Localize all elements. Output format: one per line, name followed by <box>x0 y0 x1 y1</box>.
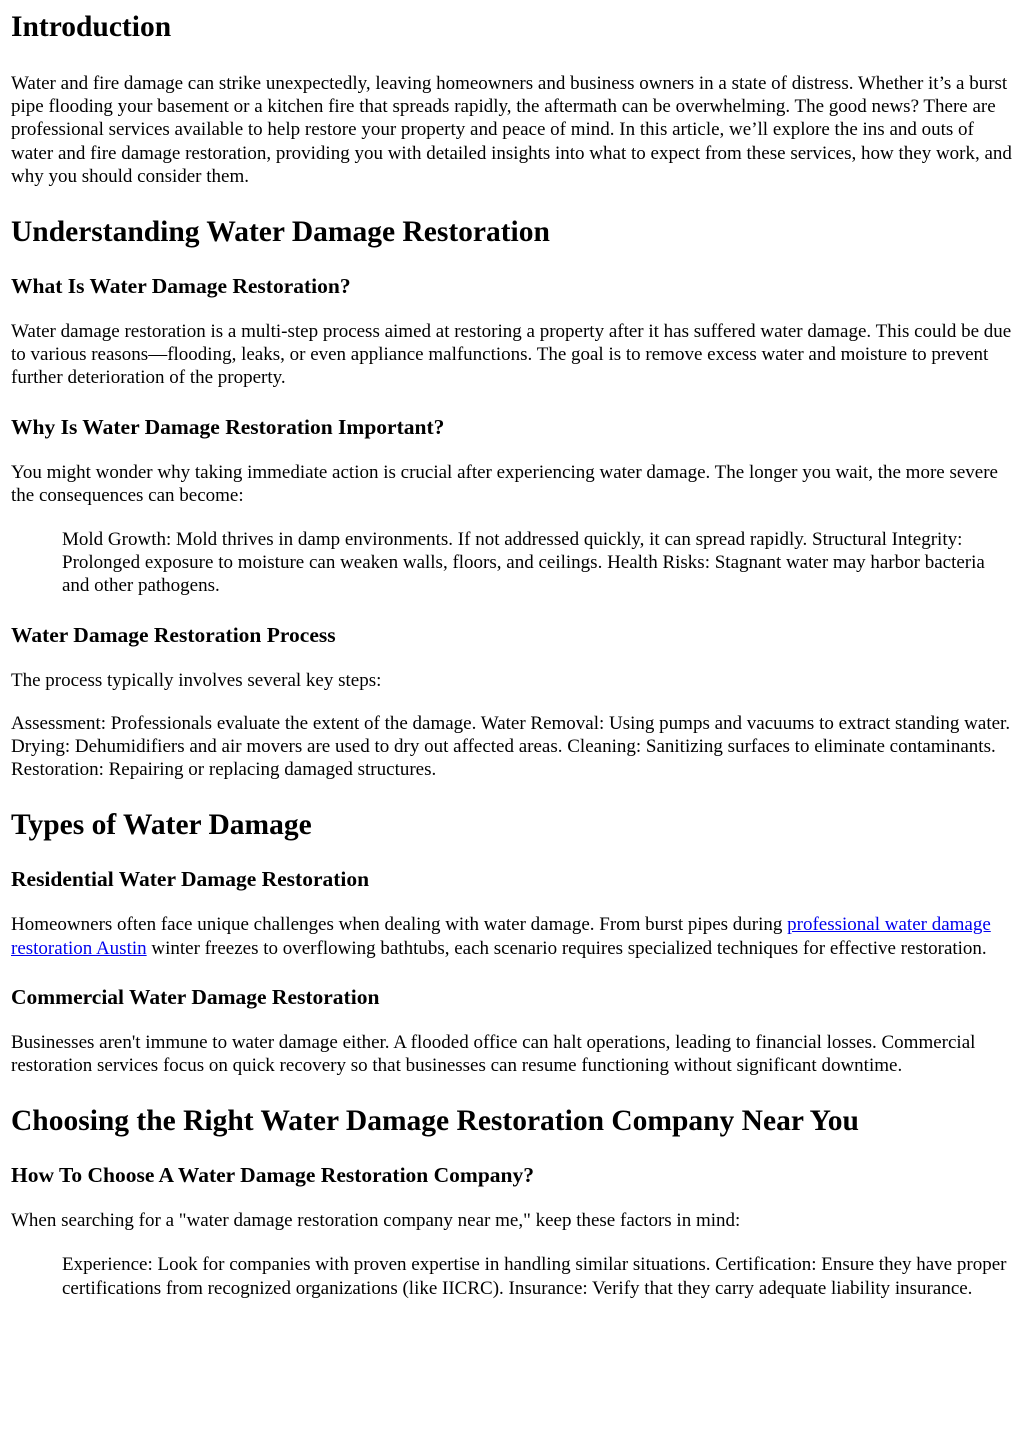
link-austin-restoration[interactable]: professional water damage restoration Austin <box>11 914 991 959</box>
paragraph-why-important: You might wonder why taking immediate action is crucial after experiencing water damage. The longer you wait, the more severe the consequences can become: <box>11 461 998 506</box>
paragraph-introduction: Water and fire damage can strike unexpectedly, leaving homeowners and business owners in a state of distress. Whether it’s a burst pipe flooding your basement or a kitchen fire that spreads rapidly, the aftermath can be overwhelming. The good news? There are professional services available to help restore your property and peace of mind. In this article, we’ll explore the ins and outs of water and fire damage restoration, providing you with detailed insights into what to expect from these services, how they work, and why you should consider them. <box>11 73 1012 187</box>
heading-introduction: Introduction <box>11 11 172 43</box>
paragraph-process-intro: The process typically involves several key steps: <box>11 669 382 691</box>
heading-choosing: Choosing the Right Water Damage Restoration Company Near You <box>11 1105 859 1138</box>
heading-types: Types of Water Damage <box>11 809 312 842</box>
paragraph-how-to-choose: When searching for a "water damage restoration company near me," keep these factors in mind: <box>11 1210 741 1232</box>
article <box>0 10 1024 1300</box>
paragraph-commercial: Businesses aren't immune to water damage either. A flooded office can halt operations, leading to financial losses. Commercial restoration services focus on quick recovery so that businesses can resume functioning without significant downtime. <box>11 1031 976 1077</box>
residential-text-after: winter freezes to overflowing bathtubs, each scenario requires specialized techniques for effective restoration. <box>146 937 987 959</box>
heading-residential: Residential Water Damage Restoration <box>11 867 370 892</box>
heading-process: Water Damage Restoration Process <box>11 622 336 647</box>
heading-commercial: Commercial Water Damage Restoration <box>11 984 380 1009</box>
heading-how-to-choose: How To Choose A Water Damage Restoration Company? <box>11 1163 534 1188</box>
heading-why-important: Why Is Water Damage Restoration Important? <box>11 414 445 439</box>
paragraph-residential <box>11 913 1012 959</box>
heading-understanding: Understanding Water Damage Restoration <box>11 216 550 249</box>
paragraph-process-steps: Assessment: Professionals evaluate the extent of the damage. Water Removal: Using pumps and vacuums to extract standing water. Drying: Dehumidifiers and air movers are used to dry out affected areas. Cleaning: Sanitizing surfaces to eliminate contaminants. Restoration: Repairing or replacing damaged structures. <box>11 712 1011 781</box>
paragraph-what-is: Water damage restoration is a multi-step process aimed at restoring a property after it has suffered water damage. This could be due to various reasons—flooding, leaks, or even appliance malfunctions. The goal is to remove excess water and moisture to prevent further deterioration of the property. <box>11 321 1012 389</box>
residential-text-before: Homeowners often face unique challenges when dealing with water damage. From burst pipes during <box>11 914 788 936</box>
quote-factors: Experience: Look for companies with proven expertise in handling similar situations. Certification: Ensure they have proper certifications from recognized organizations (like IICRC). Insurance: Verify that they carry adequate liability insurance. <box>62 1254 1007 1299</box>
quote-consequences: Mold Growth: Mold thrives in damp environments. If not addressed quickly, it can spread rapidly. Structural Integrity: Prolonged exposure to moisture can weaken walls, floors, and ceilings. Health Risks: Stagnant water may harbor bacteria and other pathogens. <box>62 529 985 597</box>
heading-what-is: What Is Water Damage Restoration? <box>11 274 351 299</box>
